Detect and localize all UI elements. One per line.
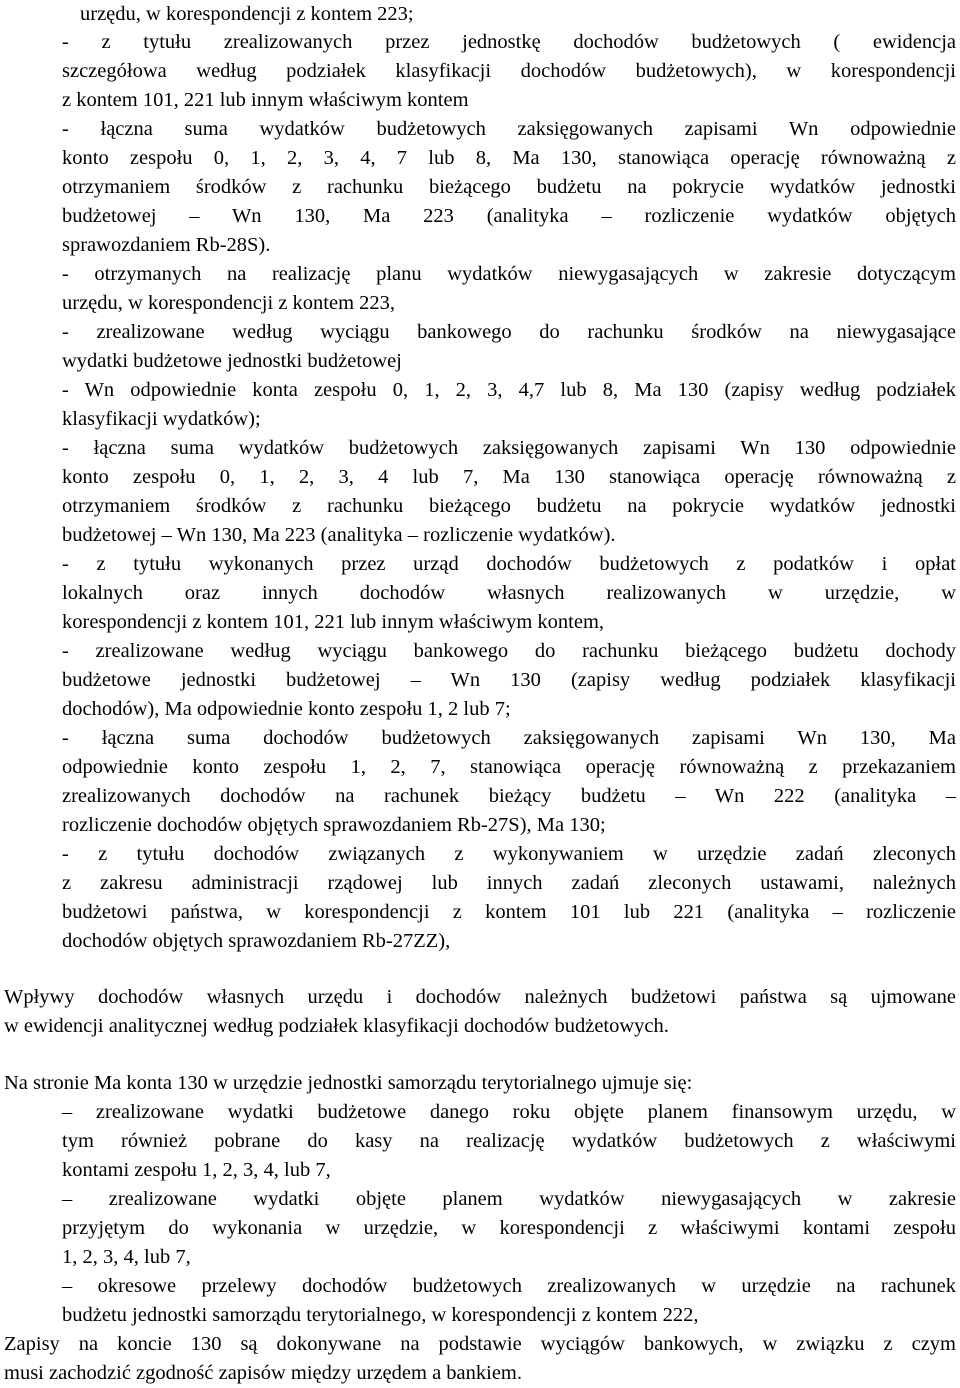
- text-line: konto zespołu 0, 1, 2, 3, 4 lub 7, Ma 130 stanowiąca operację równoważną z: [62, 466, 956, 488]
- text-line: kontami zespołu 1, 2, 3, 4, lub 7,: [62, 1159, 331, 1181]
- text-line: odpowiednie konto zespołu 1, 2, 7, stanowiąca operację równoważną z przekazaniem: [62, 756, 956, 778]
- text-line: zrealizowanych dochodów na rachunek bieżący budżetu – Wn 222 (analityka –: [62, 785, 956, 807]
- text-line: budżetu jednostki samorządu terytorialnego, w korespondencji z kontem 222,: [62, 1304, 699, 1326]
- text-line: - zrealizowane według wyciągu bankowego do rachunku bieżącego budżetu dochody: [62, 640, 956, 662]
- text-line: z kontem 101, 221 lub innym właściwym kontem: [62, 89, 469, 111]
- text-line: – okresowe przelewy dochodów budżetowych zrealizowanych w urzędzie na rachunek: [62, 1275, 956, 1297]
- text-line: budżetowi państwa, w korespondencji z kontem 101 lub 221 (analityka – rozliczenie: [62, 901, 956, 923]
- text-line: budżetowej – Wn 130, Ma 223 (analityka – rozliczenie wydatków).: [62, 524, 616, 546]
- text-line: otrzymaniem środków z rachunku bieżącego budżetu na pokrycie wydatków jednostki: [62, 176, 956, 198]
- text-line: - łączna suma wydatków budżetowych zaksięgowanych zapisami Wn odpowiednie: [62, 118, 956, 140]
- text-line: Na stronie Ma konta 130 w urzędzie jednostki samorządu terytorialnego ujmuje się:: [4, 1072, 693, 1094]
- text-line: - z tytułu dochodów związanych z wykonywaniem w urzędzie zadań zleconych: [62, 843, 956, 865]
- text-line: - zrealizowane według wyciągu bankowego do rachunku środków na niewygasające: [62, 321, 956, 343]
- text-line: rozliczenie dochodów objętych sprawozdaniem Rb-27S), Ma 130;: [62, 814, 606, 836]
- text-line: musi zachodzić zgodność zapisów między urzędem a bankiem.: [4, 1362, 523, 1384]
- text-line: klasyfikacji wydatków);: [62, 408, 261, 430]
- text-line: z zakresu administracji rządowej lub innych zadań zleconych ustawami, należnych: [62, 872, 956, 894]
- text-line: urzędu, w korespondencji z kontem 223;: [80, 3, 414, 25]
- text-line: - łączna suma dochodów budżetowych zaksięgowanych zapisami Wn 130, Ma: [62, 727, 956, 749]
- text-line: – zrealizowane wydatki budżetowe danego roku objęte planem finansowym urzędu, w: [62, 1101, 956, 1123]
- text-line: - z tytułu wykonanych przez urząd dochodów budżetowych z podatków i opłat: [62, 553, 956, 575]
- text-line: Wpływy dochodów własnych urzędu i dochodów należnych budżetowi państwa są ujmowane: [4, 986, 956, 1008]
- text-line: budżetowej – Wn 130, Ma 223 (analityka – rozliczenie wydatków objętych: [62, 205, 956, 227]
- text-line: szczegółowa według podziałek klasyfikacji dochodów budżetowych), w korespondencji: [62, 60, 956, 82]
- text-line: sprawozdaniem Rb-28S).: [62, 234, 271, 256]
- text-line: - łączna suma wydatków budżetowych zaksięgowanych zapisami Wn 130 odpowiednie: [62, 437, 956, 459]
- text-line: Zapisy na koncie 130 są dokonywane na podstawie wyciągów bankowych, w związku z czym: [4, 1333, 956, 1355]
- text-line: - Wn odpowiednie konta zespołu 0, 1, 2, 3, 4,7 lub 8, Ma 130 (zapisy według podziałek: [62, 379, 956, 401]
- text-line: dochodów), Ma odpowiednie konto zespołu 1, 2 lub 7;: [62, 698, 511, 720]
- text-line: tym również pobrane do kasy na realizację wydatków budżetowych z właściwymi: [62, 1130, 956, 1152]
- text-line: otrzymaniem środków z rachunku bieżącego budżetu na pokrycie wydatków jednostki: [62, 495, 956, 517]
- text-line: - z tytułu zrealizowanych przez jednostkę dochodów budżetowych ( ewidencja: [62, 31, 956, 53]
- text-line: korespondencji z kontem 101, 221 lub innym właściwym kontem,: [62, 611, 605, 633]
- text-line: lokalnych oraz innych dochodów własnych realizowanych w urzędzie, w: [62, 582, 956, 604]
- text-line: wydatki budżetowe jednostki budżetowej: [62, 350, 402, 372]
- text-line: w ewidencji analitycznej według podziałek klasyfikacji dochodów budżetowych.: [4, 1015, 669, 1037]
- text-line: - otrzymanych na realizację planu wydatków niewygasających w zakresie dotyczącym: [62, 263, 956, 285]
- text-line: – zrealizowane wydatki objęte planem wydatków niewygasających w zakresie: [62, 1188, 956, 1210]
- text-line: przyjętym do wykonania w urzędzie, w korespondencji z właściwymi kontami zespołu: [62, 1217, 956, 1239]
- text-line: urzędu, w korespondencji z kontem 223,: [62, 292, 396, 314]
- text-line: dochodów objętych sprawozdaniem Rb-27ZZ),: [62, 930, 451, 952]
- text-line: konto zespołu 0, 1, 2, 3, 4, 7 lub 8, Ma 130, stanowiąca operację równoważną z: [62, 147, 956, 169]
- text-line: budżetowe jednostki budżetowej – Wn 130 (zapisy według podziałek klasyfikacji: [62, 669, 956, 691]
- text-line: 1, 2, 3, 4, lub 7,: [62, 1246, 191, 1268]
